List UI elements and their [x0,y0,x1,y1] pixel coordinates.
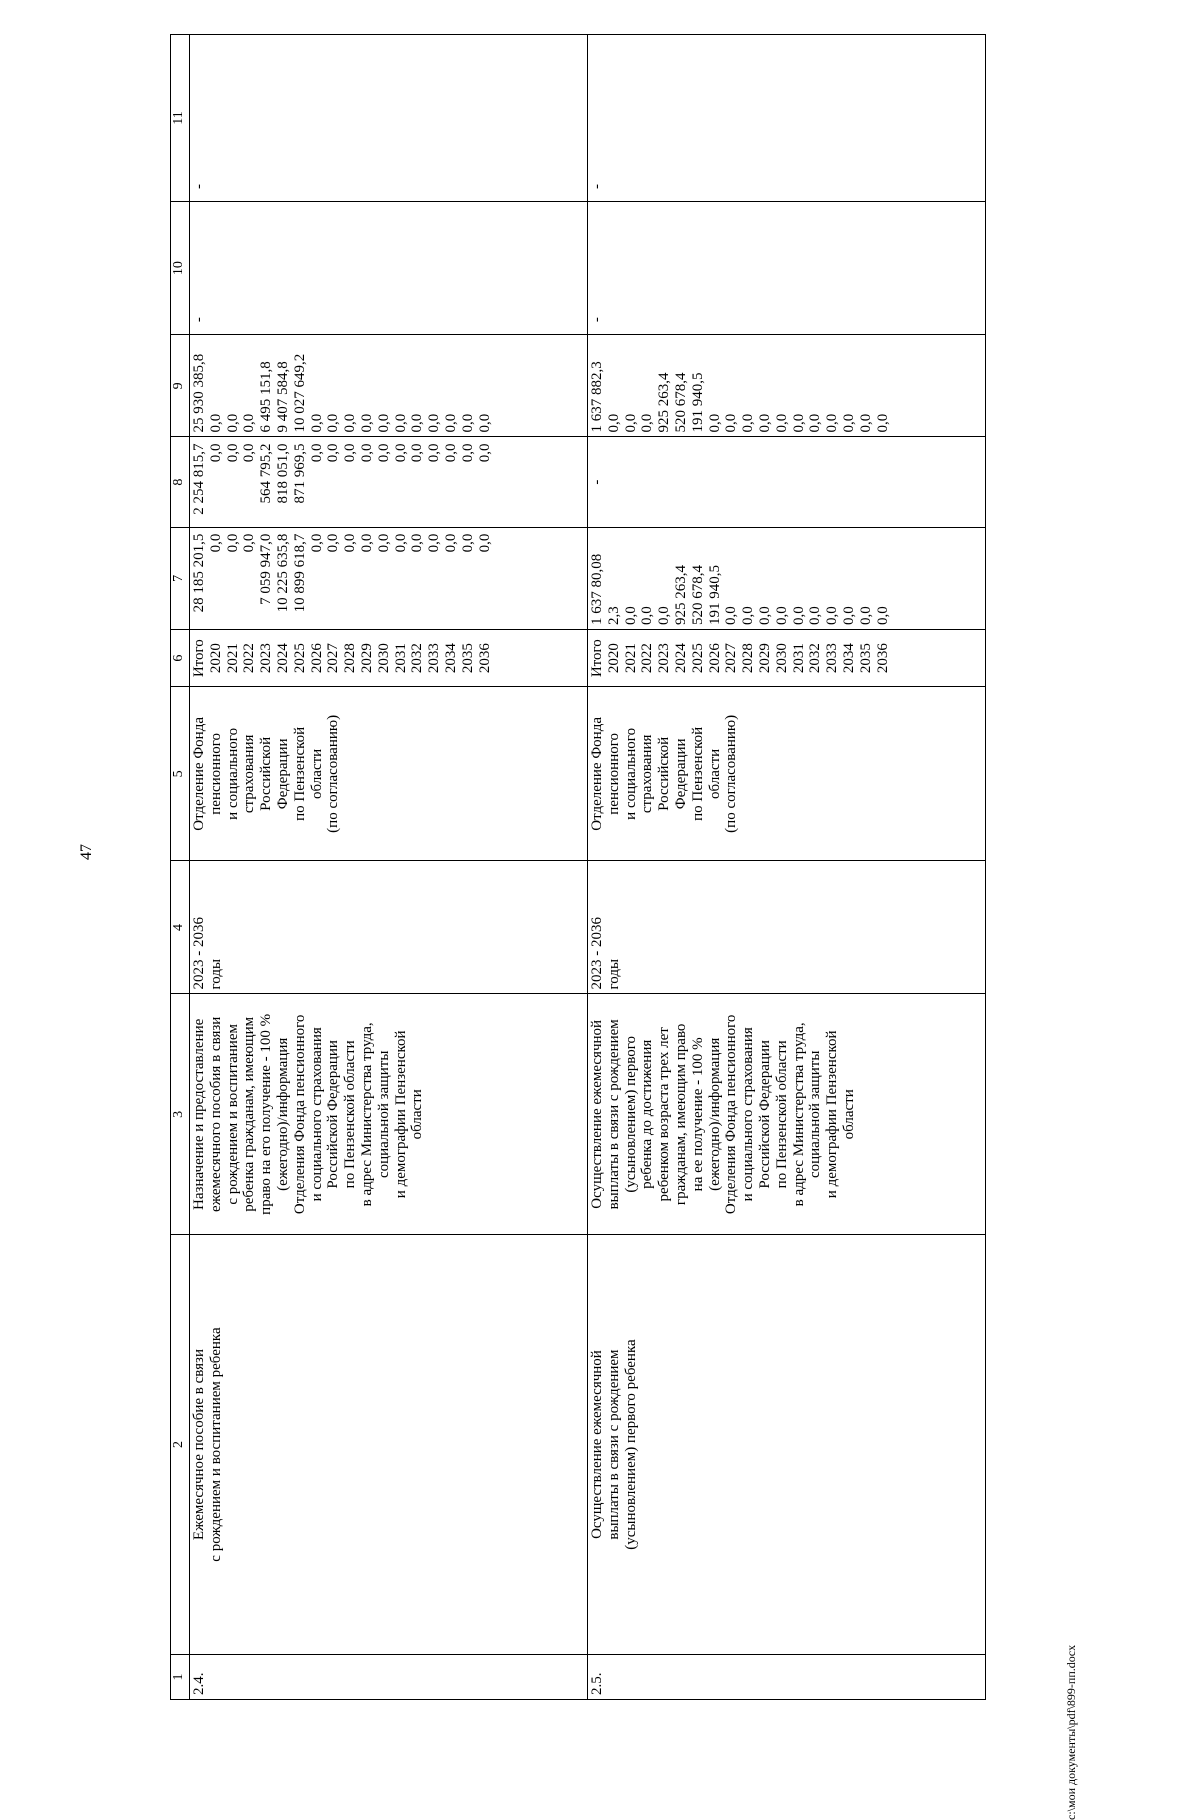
regional-funding-cell [588,437,986,527]
cell-line: области [308,748,325,799]
cell-line: 2027 [325,643,342,674]
cell-line: 0,0 [342,443,359,463]
cell-line: страхования [639,734,656,814]
cell-line: по Пензенской [689,726,706,821]
cell-line: 0,0 [790,413,807,433]
cell-line: 0,0 [459,443,476,463]
period-cell [190,861,588,994]
cell-line: области [840,1089,857,1140]
years-cell [190,630,588,687]
cell-line: 0,0 [207,533,224,553]
cell-line: 2020 [207,643,224,674]
cell-line: 0,0 [857,606,874,625]
cell-line: и демографии Пензенской [392,1030,409,1199]
cell-line: 0,0 [622,413,639,433]
cell-line: 0,0 [409,413,426,433]
cell-line: 0,0 [773,413,790,433]
cell-line: Итого [191,639,207,678]
cell-line: 520 678,4 [672,372,689,433]
col10-cell: - [588,202,986,335]
cell-line: 0,0 [807,413,824,433]
cell-line: 0,0 [358,413,375,433]
cell-line: по Пензенской области [773,1040,790,1189]
cell-line: 0,0 [375,413,392,433]
cell-line: 0,0 [241,443,258,463]
column-number: 9 [171,335,190,437]
cell-line: 0,0 [807,606,824,625]
cell-line: Назначение и предоставление [191,1018,207,1210]
cell-line: 6 495 151,8 [258,361,275,433]
cell-line: ребенка гражданам, имеющим [241,1016,258,1212]
federal-funding-cell [190,335,588,437]
cell-line: 0,0 [426,413,443,433]
cell-line: Российской [656,736,673,811]
cell-line: 1 637 882,3 [589,361,605,433]
footer-file-path: c:\мои документы\pdf\899-пп.docx [1064,1644,1078,1820]
row-number-cell: 2.5. [588,1654,986,1699]
cell-line: Осуществление ежемесячной [589,1019,605,1209]
cell-line: 0,0 [325,413,342,433]
cell-line: области [409,1089,426,1140]
cell-line: 0,0 [442,443,459,463]
cell-line: 0,0 [224,413,241,433]
cell-line: Отделение Фонда [589,716,605,831]
cell-line: 2026 [308,643,325,674]
total-funding-cell [190,527,588,629]
cell-line: социальной защиты [807,1050,824,1179]
column-number: 6 [171,630,190,687]
cell-line: право на его получение - 100 % [258,1013,275,1215]
cell-line: Ежемесячное пособие в связи [191,1349,207,1541]
cell-line: Осуществление ежемесячной [589,1350,605,1539]
cell-line: Федерации [274,738,291,810]
cell-line: 2032 [807,643,824,674]
column-number: 7 [171,527,190,629]
federal-funding-cell [588,335,986,437]
column-number-row [171,35,190,1700]
cell-line: 9 407 584,8 [274,361,291,433]
cell-line: (ежегодно)/информация [274,1037,291,1191]
cell-line: 0,0 [409,533,426,553]
cell-line: 0,0 [325,443,342,463]
cell-line: 2031 [392,643,409,674]
cell-line: 0,0 [459,533,476,553]
cell-line: 0,0 [476,533,493,553]
cell-line: 0,0 [874,606,891,625]
cell-line: 0,0 [207,443,224,463]
column-number: 4 [171,861,190,994]
cell-line: 2025 [291,643,308,674]
cell-line: 2023 - 2036 [191,917,207,990]
cell-line: (усыновлением) первого [622,1035,639,1193]
cell-line: 2035 [857,643,874,674]
cell-line: и социального страхования [308,1027,325,1202]
cell-line: 2036 [874,643,891,674]
cell-line: 0,0 [476,413,493,433]
cell-line: 0,0 [824,606,841,625]
cell-line: по Пензенской области [342,1040,359,1189]
cell-line: страхования [241,734,258,814]
cell-line: 0,0 [639,413,656,433]
cell-line: 2022 [639,643,656,674]
cell-line: 2030 [375,643,392,674]
regional-funding-cell [190,437,588,527]
cell-line: 2023 [656,643,673,674]
cell-line: 0,0 [740,413,757,433]
cell-line: 1 637 80,08 [589,553,605,625]
column-number: 5 [171,687,190,861]
cell-line: 0,0 [476,443,493,463]
cell-line: 0,0 [442,533,459,553]
cell-line: 2029 [358,643,375,674]
column-number: 11 [171,35,190,202]
cell-line: с рождением и воспитанием [224,1024,241,1205]
cell-line: 2021 [622,643,639,674]
cell-line: 0,0 [605,413,622,433]
cell-line: 2034 [840,643,857,674]
column-number: 10 [171,202,190,335]
cell-line: и социального страхования [740,1027,757,1202]
cell-line: 191 940,5 [706,565,723,625]
page-number: 47 [78,844,95,860]
cell-line: 2022 [241,643,258,674]
cell-line: 0,0 [358,533,375,553]
cell-line: 0,0 [224,533,241,553]
cell-line: 871 969,5 [291,443,308,504]
cell-line: - [589,479,605,485]
cell-line: области [706,748,723,799]
cell-line: 0,0 [773,606,790,625]
program-table [170,34,986,1700]
cell-line: 0,0 [342,413,359,433]
cell-line: и социального [622,727,639,820]
cell-line: 2026 [706,643,723,674]
cell-line: 0,0 [740,606,757,625]
cell-line: Итого [589,639,605,678]
cell-line: 0,0 [308,533,325,553]
cell-line: 0,0 [426,443,443,463]
period-cell [588,861,986,994]
executor-cell [588,687,986,861]
cell-line: и социального [224,727,241,820]
cell-line: 2025 [689,643,706,674]
cell-line: 0,0 [358,443,375,463]
cell-line: 0,0 [840,413,857,433]
cell-line: 0,0 [824,413,841,433]
cell-line: Российской [258,736,275,811]
cell-line: 2029 [756,643,773,674]
cell-line: по Пензенской [291,726,308,821]
cell-line: 0,0 [375,443,392,463]
col10-cell: - [190,202,588,335]
cell-line: пенсионного [605,733,622,815]
cell-line: выплаты в связи с рождением [605,1349,622,1540]
cell-line: 2034 [442,643,459,674]
cell-line: 0,0 [723,606,740,625]
cell-line: 0,0 [756,413,773,433]
cell-line: годы [207,958,224,990]
cell-line: 2036 [476,643,493,674]
cell-line: 7 059 947,0 [258,533,275,605]
cell-line: 0,0 [224,443,241,463]
cell-line: гражданам, имеющим право [672,1023,689,1206]
cell-line: 28 185 201,5 [191,533,207,613]
indicator-cell [588,994,986,1235]
cell-line: ежемесячного пособия в связи [207,1016,224,1212]
measure-name-cell [588,1235,986,1655]
column-number: 2 [171,1235,190,1655]
row-number-cell: 2.4. [190,1654,588,1699]
table-row [588,35,986,1700]
cell-line: 2,3 [605,606,622,625]
cell-line: 10 027 649,2 [291,353,308,433]
cell-line: 0,0 [756,606,773,625]
cell-line: 2030 [773,643,790,674]
cell-line: 2035 [459,643,476,674]
cell-line: 0,0 [207,413,224,433]
column-number: 1 [171,1654,190,1699]
cell-line: 2028 [342,643,359,674]
indicator-cell [190,994,588,1235]
cell-line: (ежегодно)/информация [706,1037,723,1191]
cell-line: Федерации [672,738,689,810]
cell-line: 0,0 [656,606,673,625]
cell-line: 0,0 [723,413,740,433]
cell-line: 0,0 [409,443,426,463]
cell-line: 0,0 [442,413,459,433]
program-table-rotated [170,34,1020,1700]
cell-line: Российской Федерации [325,1040,342,1189]
cell-line: 2023 - 2036 [589,917,605,990]
cell-line: 818 051,0 [274,443,291,504]
cell-line: 0,0 [874,413,891,433]
cell-line: 10 899 618,7 [291,533,308,613]
cell-line: ребенком возраста трех лет [656,1027,673,1202]
cell-line: Отделения Фонда пенсионного [723,1014,740,1215]
cell-line: 2032 [409,643,426,674]
cell-line: 0,0 [459,413,476,433]
cell-line: 0,0 [706,413,723,433]
cell-line: Российской Федерации [756,1040,773,1189]
cell-line: 2031 [790,643,807,674]
cell-line: 0,0 [392,413,409,433]
cell-line: 25 930 385,8 [191,353,207,433]
cell-line: на ее получение - 100 % [689,1037,706,1192]
cell-line: 0,0 [241,533,258,553]
cell-line: 2 254 815,7 [191,443,207,515]
cell-line: выплаты в связи с рождением [605,1019,622,1210]
executor-cell [190,687,588,861]
column-number: 3 [171,994,190,1235]
cell-line: 0,0 [392,443,409,463]
table-row [190,35,588,1700]
cell-line: 2023 [258,643,275,674]
cell-line: 2027 [723,643,740,674]
cell-line: 0,0 [375,533,392,553]
cell-line: (усыновлением) первого ребенка [622,1339,639,1550]
cell-line: пенсионного [207,733,224,815]
cell-line: годы [605,958,622,990]
cell-line: и демографии Пензенской [824,1030,841,1199]
cell-line: 925 263,4 [656,372,673,433]
cell-line: 2033 [824,643,841,674]
column-number: 8 [171,437,190,527]
col11-cell: - [588,35,986,202]
cell-line: 2024 [672,643,689,674]
cell-line: 2020 [605,643,622,674]
cell-line: 0,0 [426,533,443,553]
cell-line: 10 225 635,8 [274,533,291,613]
cell-line: 0,0 [639,606,656,625]
col11-cell: - [190,35,588,202]
cell-line: (по согласованию) [325,714,342,833]
cell-line: 0,0 [622,606,639,625]
cell-line: 0,0 [241,413,258,433]
cell-line: Отделения Фонда пенсионного [291,1014,308,1215]
cell-line: 191 940,5 [689,372,706,433]
cell-line: 0,0 [308,413,325,433]
cell-line: 0,0 [342,533,359,553]
cell-line: 520 678,4 [689,565,706,625]
cell-line: 0,0 [325,533,342,553]
years-cell [588,630,986,687]
cell-line: 2024 [274,643,291,674]
cell-line: 2021 [224,643,241,674]
cell-line: 0,0 [840,606,857,625]
measure-name-cell [190,1235,588,1655]
cell-line: (по согласованию) [723,714,740,833]
cell-line: в адрес Министерства труда, [790,1022,807,1207]
cell-line: 2028 [740,643,757,674]
cell-line: 0,0 [392,533,409,553]
cell-line: ребенка до достижения [639,1039,656,1189]
cell-line: 0,0 [857,413,874,433]
cell-line: 564 795,2 [258,443,275,504]
cell-line: Отделение Фонда [191,716,207,831]
cell-line: социальной защиты [375,1050,392,1179]
cell-line: с рождением и воспитанием ребенка [207,1327,224,1562]
cell-line: 925 263,4 [672,565,689,625]
cell-line: 2033 [426,643,443,674]
cell-line: 0,0 [308,443,325,463]
total-funding-cell [588,527,986,629]
cell-line: в адрес Министерства труда, [358,1022,375,1207]
cell-line: 0,0 [790,606,807,625]
